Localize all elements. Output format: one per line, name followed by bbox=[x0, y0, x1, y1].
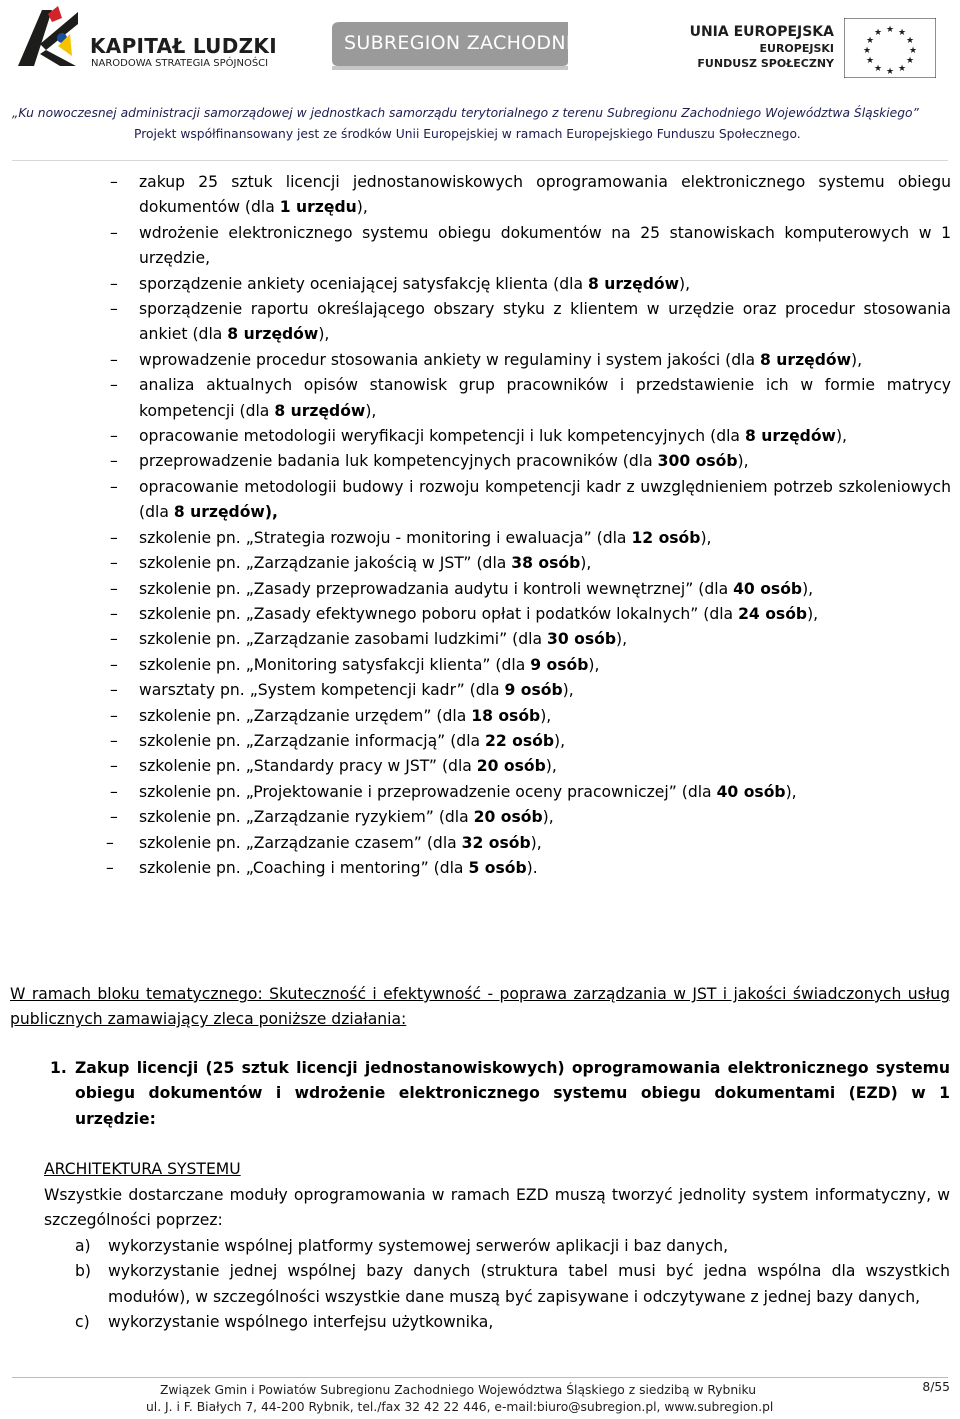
list-item-emphasis: 18 osób bbox=[471, 706, 541, 725]
eu-logo-line3: FUNDUSZ SPOŁECZNY bbox=[697, 57, 834, 70]
subregion-zachodni-logo bbox=[332, 22, 572, 72]
list-item bbox=[44, 1310, 950, 1335]
page-number: 8/55 bbox=[922, 1380, 950, 1394]
bullet-dash: – bbox=[110, 350, 118, 369]
list-item-suffix: ), bbox=[318, 325, 330, 344]
list-item-emphasis: 38 osób bbox=[511, 554, 581, 573]
list-item-suffix: ), bbox=[835, 427, 847, 446]
list-item bbox=[0, 551, 951, 576]
list-item-text: wykorzystanie wspólnej platformy systemowej serwerów aplikacji i baz danych, bbox=[108, 1237, 729, 1255]
heading-text: Zakup licencji (25 sztuk licencji jednostanowiskowych) oprogramowania elektronicznego systemu obiegu dokumentów i wdrożenie elektronicznego systemu obiegu dokumentami (EZD) w 1 urzędzie: bbox=[75, 1059, 950, 1128]
numbered-heading bbox=[50, 1056, 950, 1132]
bullet-dash: – bbox=[110, 808, 118, 827]
list-item bbox=[0, 221, 951, 272]
list-item-text: przeprowadzenie badania luk kompetencyjnych pracowników (dla bbox=[139, 452, 658, 471]
list-item-text: szkolenie pn. „Zasady przeprowadzania audytu i kontroli wewnętrznej” (dla bbox=[139, 579, 734, 598]
list-item-emphasis: 20 osób bbox=[473, 808, 543, 827]
list-item bbox=[0, 373, 951, 424]
header-motto: „Ku nowoczesnej administracji samorządowej w jednostkach samorządu terytorialnego z terenu Subregionu Zachodniego Województwa Śląskiego” bbox=[12, 106, 919, 120]
bullet-dash: – bbox=[110, 604, 118, 623]
list-item bbox=[0, 577, 951, 602]
kapital-ludzki-logo bbox=[12, 4, 312, 72]
list-item-emphasis: 8 urzędów), bbox=[173, 503, 278, 522]
list-item bbox=[0, 627, 951, 652]
bullet-dash: – bbox=[110, 554, 118, 573]
list-item-emphasis: 8 urzędów bbox=[274, 401, 366, 420]
list-item-suffix: ), bbox=[540, 706, 552, 725]
header-project-note: Projekt współfinansowany jest ze środków Unii Europejskiej w ramach Europejskiego Funduszu Społecznego. bbox=[134, 127, 801, 141]
bullet-dash: – bbox=[110, 757, 118, 776]
list-item-text: szkolenie pn. „Zarządzanie urzędem” (dla bbox=[139, 706, 472, 725]
svg-text:★: ★ bbox=[897, 28, 907, 38]
list-item-emphasis: 8 urzędów bbox=[760, 350, 852, 369]
list-item-suffix: ), bbox=[545, 757, 557, 776]
list-item-suffix: ), bbox=[365, 401, 377, 420]
bullet-dash: – bbox=[110, 477, 118, 496]
header-divider bbox=[12, 160, 948, 161]
list-item-text: sporządzenie raportu określającego obszary styku z klientem w urzędzie oraz procedur stosowania ankiet (dla bbox=[139, 300, 951, 344]
list-item-text: szkolenie pn. „Zarządzanie zasobami ludzkimi” (dla bbox=[139, 630, 547, 649]
requirements-list bbox=[44, 1234, 950, 1336]
svg-text:★: ★ bbox=[897, 64, 907, 74]
svg-text:★: ★ bbox=[865, 36, 875, 46]
footer-divider bbox=[12, 1377, 948, 1378]
list-item-emphasis: 20 osób bbox=[476, 757, 546, 776]
list-item-emphasis: 24 osób bbox=[738, 604, 808, 623]
bullet-dash: – bbox=[110, 452, 118, 471]
list-item bbox=[44, 1259, 950, 1310]
list-item-text: sporządzenie ankiety oceniającej satysfakcję klienta (dla bbox=[139, 274, 588, 293]
list-item-text: szkolenie pn. „Strategia rozwoju - monitoring i ewaluacja” (dla bbox=[139, 528, 632, 547]
page-header bbox=[0, 0, 960, 160]
list-item bbox=[0, 754, 951, 779]
list-item-emphasis: 5 osób bbox=[468, 858, 527, 877]
bullet-dash: – bbox=[106, 833, 114, 852]
list-item-emphasis: 22 osób bbox=[485, 731, 555, 750]
bullet-dash: – bbox=[110, 782, 118, 801]
svg-text:★: ★ bbox=[862, 46, 872, 56]
section-body: Wszystkie dostarczane moduły oprogramowania w ramach EZD muszą tworzyć jednolity system informatyczny, w szczególności poprzez: bbox=[44, 1186, 950, 1230]
list-item-text: opracowanie metodologii budowy i rozwoju kompetencji kadr z uwzględnieniem potrzeb szkoleniowych (dla bbox=[139, 477, 951, 522]
list-item-text: analiza aktualnych opisów stanowisk grup pracowników i przedstawienie ich w formie matrycy kompetencji (dla bbox=[139, 376, 951, 420]
list-item-emphasis: 300 osób bbox=[657, 452, 738, 471]
list-item bbox=[0, 272, 951, 297]
section-title: ARCHITEKTURA SYSTEMU bbox=[44, 1160, 241, 1178]
activity-list bbox=[0, 170, 960, 881]
list-item bbox=[0, 449, 951, 474]
list-item-text: szkolenie pn. „Zarządzanie informacją” (dla bbox=[139, 731, 486, 750]
list-item bbox=[0, 653, 951, 678]
eu-logo-line2: EUROPEJSKI bbox=[759, 42, 834, 55]
list-item-suffix: ), bbox=[588, 655, 600, 674]
list-item-text: zakup 25 sztuk licencji jednostanowiskowych oprogramowania elektronicznego systemu obiegu dokumentów (dla bbox=[139, 173, 951, 217]
list-item-text: wykorzystanie wspólnego interfejsu użytkownika, bbox=[108, 1313, 494, 1332]
list-item bbox=[0, 729, 951, 754]
list-item-text: wprowadzenie procedur stosowania ankiety w regulaminy i system jakości (dla bbox=[139, 350, 760, 369]
main-content bbox=[0, 170, 960, 881]
list-item-emphasis: 8 urzędów bbox=[744, 427, 836, 446]
list-item-suffix: ), bbox=[802, 579, 814, 598]
svg-text:★: ★ bbox=[885, 67, 895, 77]
list-item-suffix: ), bbox=[807, 604, 819, 623]
list-item-text: szkolenie pn. „Zarządzanie ryzykiem” (dla bbox=[139, 808, 474, 827]
list-item bbox=[0, 348, 951, 373]
bullet-dash: – bbox=[110, 528, 118, 547]
list-item-suffix: ), bbox=[785, 782, 797, 801]
list-item-emphasis: 40 osób bbox=[733, 579, 803, 598]
kapital-ludzki-mark-icon bbox=[12, 4, 84, 72]
svg-text:★: ★ bbox=[908, 46, 918, 56]
list-item-text: wdrożenie elektronicznego systemu obiegu dokumentów na 25 stanowiskach komputerowych w 1 urzędzie, bbox=[139, 223, 951, 268]
list-item bbox=[0, 678, 951, 703]
list-item bbox=[0, 704, 951, 729]
list-item bbox=[44, 1234, 950, 1259]
list-item-suffix: ), bbox=[554, 731, 566, 750]
list-item-text: szkolenie pn. „Zarządzanie jakością w JST” (dla bbox=[139, 554, 512, 573]
list-item-emphasis: 32 osób bbox=[461, 833, 531, 852]
list-item-suffix: ), bbox=[562, 681, 574, 700]
eu-logo bbox=[688, 18, 948, 78]
heading-number: 1. bbox=[50, 1059, 67, 1077]
list-item-emphasis: 9 osób bbox=[504, 681, 563, 700]
list-item-suffix: ), bbox=[356, 198, 368, 217]
list-item-suffix: ), bbox=[542, 808, 554, 827]
bullet-dash: – bbox=[110, 223, 118, 242]
bullet-dash: – bbox=[110, 630, 118, 649]
list-item-text: opracowanie metodologii weryfikacji kompetencji i luk kompetencyjnych (dla bbox=[139, 427, 745, 446]
list-item-emphasis: 8 urzędów bbox=[587, 274, 679, 293]
list-item-emphasis: 9 osób bbox=[530, 655, 589, 674]
bullet-dash: – bbox=[110, 706, 118, 725]
block-intro: W ramach bloku tematycznego: Skuteczność i efektywność - poprawa zarządzania w JST i jakości świadczonych usług publicznych zamawiający zleca poniższe działania: bbox=[10, 985, 950, 1029]
footer-contact: ul. J. i F. Białych 7, 44-200 Rybnik, tel./fax 32 42 22 446, e-mail:biuro@subregion.pl, www.subregion.pl bbox=[146, 1400, 774, 1414]
bullet-dash: – bbox=[110, 681, 118, 700]
list-item-emphasis: 1 urzędu bbox=[279, 198, 357, 217]
list-item bbox=[0, 856, 951, 881]
eu-flag-icon bbox=[844, 18, 936, 78]
list-item bbox=[0, 170, 951, 221]
list-item-text: szkolenie pn. „Projektowanie i przeprowadzenie oceny pracowniczej” (dla bbox=[139, 782, 717, 801]
bullet-dash: – bbox=[110, 427, 118, 446]
list-item-suffix: ), bbox=[851, 350, 863, 369]
list-item-label: b) bbox=[75, 1262, 91, 1281]
bullet-dash: – bbox=[106, 858, 114, 877]
list-item-suffix: ), bbox=[737, 452, 749, 471]
bullet-dash: – bbox=[110, 274, 118, 293]
bullet-dash: – bbox=[110, 376, 118, 395]
list-item-emphasis: 30 osób bbox=[546, 630, 616, 649]
eu-logo-line1: UNIA EUROPEJSKA bbox=[689, 24, 834, 40]
list-item-label: c) bbox=[75, 1313, 90, 1332]
list-item-label: a) bbox=[75, 1237, 91, 1255]
list-item-suffix: ), bbox=[700, 528, 712, 547]
svg-text:★: ★ bbox=[885, 25, 895, 35]
list-item bbox=[0, 602, 951, 627]
list-item bbox=[0, 831, 951, 856]
list-item-emphasis: 12 osób bbox=[631, 528, 701, 547]
list-item bbox=[0, 526, 951, 551]
list-item-text: szkolenie pn. „Coaching i mentoring” (dla bbox=[139, 858, 469, 877]
svg-text:★: ★ bbox=[905, 36, 915, 46]
list-item bbox=[0, 297, 951, 348]
list-item-emphasis: 40 osób bbox=[716, 782, 786, 801]
list-item-suffix: ), bbox=[615, 630, 628, 649]
footer-organization: Związek Gmin i Powiatów Subregionu Zachodniego Województwa Śląskiego z siedzibą w Rybniku bbox=[160, 1383, 757, 1397]
list-item-text: szkolenie pn. „Standardy pracy w JST” (dla bbox=[139, 757, 477, 776]
bullet-dash: – bbox=[110, 731, 118, 750]
svg-text:★: ★ bbox=[865, 56, 875, 66]
list-item-suffix: ). bbox=[526, 858, 538, 877]
list-item bbox=[0, 805, 951, 830]
list-item-text: wykorzystanie jednej wspólnej bazy danych (struktura tabel musi być jedna wspólna dla wszystkich modułów), w szczególności wszystkie dane muszą być zapisywane i odczytywane z jednej bazy danych, bbox=[108, 1262, 950, 1306]
bullet-dash: – bbox=[110, 655, 118, 674]
kapital-ludzki-subtitle: NARODOWA STRATEGIA SPÓJNOŚCI bbox=[91, 58, 269, 69]
list-item-text: szkolenie pn. „Zarządzanie czasem” (dla bbox=[139, 833, 462, 852]
subregion-logo-text: SUBREGION ZACHODNI bbox=[344, 32, 572, 54]
list-item-suffix: ), bbox=[530, 833, 542, 852]
list-item-suffix: ), bbox=[679, 274, 691, 293]
list-item bbox=[0, 780, 951, 805]
bullet-dash: – bbox=[110, 300, 118, 319]
svg-text:★: ★ bbox=[905, 56, 915, 66]
list-item-emphasis: 8 urzędów bbox=[227, 325, 319, 344]
svg-text:★: ★ bbox=[873, 28, 883, 38]
list-item bbox=[0, 424, 951, 449]
bullet-dash: – bbox=[110, 173, 118, 191]
list-item-suffix: ), bbox=[580, 554, 592, 573]
list-item-text: warsztaty pn. „System kompetencji kadr” (dla bbox=[139, 681, 505, 700]
list-item-text: szkolenie pn. „Monitoring satysfakcji klienta” (dla bbox=[139, 655, 531, 674]
list-item bbox=[0, 475, 951, 526]
bullet-dash: – bbox=[110, 579, 118, 598]
list-item-text: szkolenie pn. „Zasady efektywnego poboru opłat i podatków lokalnych” (dla bbox=[139, 604, 739, 623]
kapital-ludzki-title: KAPITAŁ LUDZKI bbox=[90, 34, 277, 58]
svg-text:★: ★ bbox=[873, 64, 883, 74]
